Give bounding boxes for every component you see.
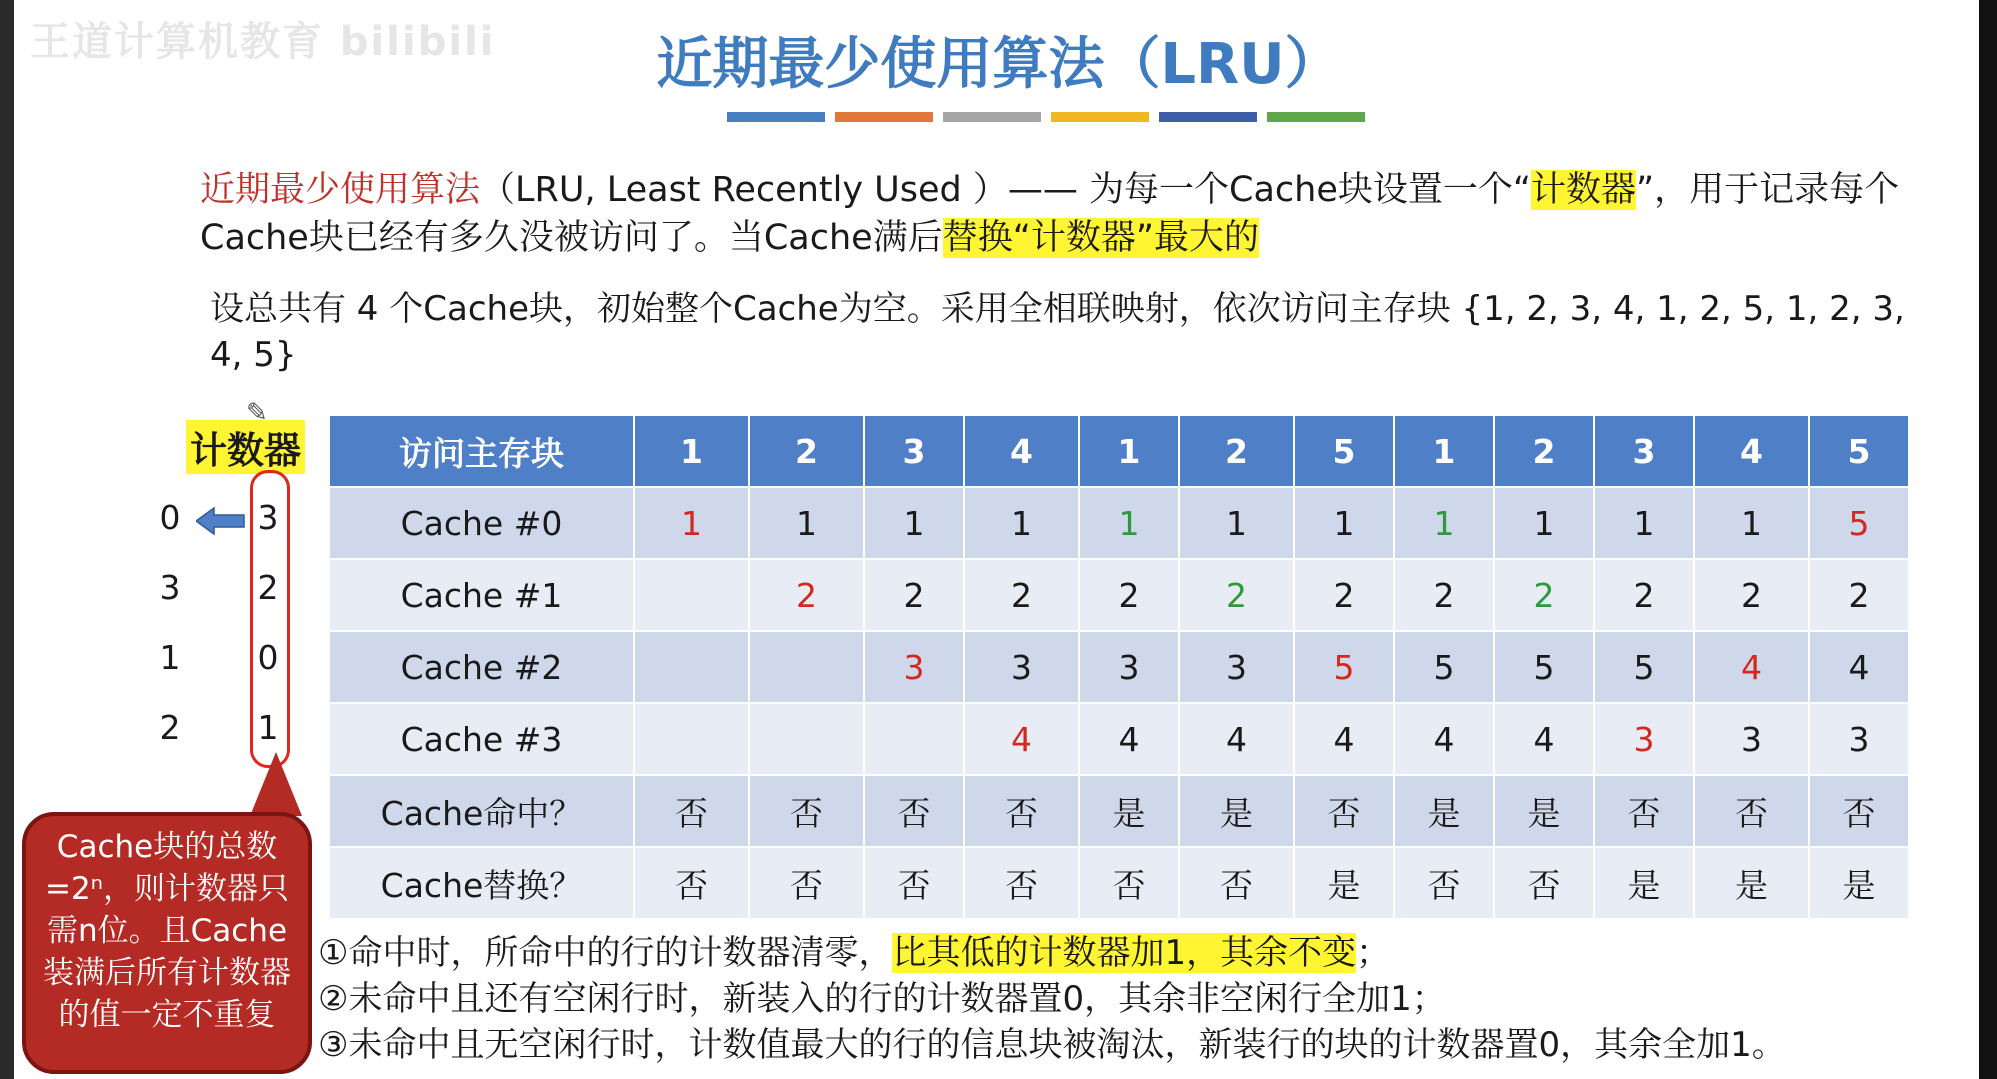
table-cell: 1 xyxy=(1594,487,1694,559)
rule-1 xyxy=(318,930,1786,976)
left-window-edge xyxy=(0,0,14,1079)
table-cell: 4 xyxy=(1809,631,1909,703)
table-cell: 是 xyxy=(1179,775,1294,847)
table-cell: 4 xyxy=(1079,703,1179,775)
row-label: Cache #3 xyxy=(329,703,634,775)
access-block-0: 1 xyxy=(634,415,749,487)
counter-value-1: 2 xyxy=(257,568,279,607)
table-cell: 4 xyxy=(964,703,1079,775)
table-cell: 是 xyxy=(1394,775,1494,847)
row-label: Cache命中？ xyxy=(329,775,634,847)
table-cell: 4 xyxy=(1179,703,1294,775)
table-cell: 3 xyxy=(1079,631,1179,703)
table-cell: 2 xyxy=(1594,559,1694,631)
term-lru: 近期最少使用算法 xyxy=(200,170,481,210)
table-cell: 2 xyxy=(749,559,864,631)
title-color-bars xyxy=(727,112,1365,122)
replace-highlight: 替换“计数器”最大的 xyxy=(942,218,1259,258)
counter-value-0: 3 xyxy=(257,498,279,537)
table-cell: 1 xyxy=(1494,487,1594,559)
table-cell: 1 xyxy=(1179,487,1294,559)
table-cell: 2 xyxy=(1809,559,1909,631)
table-cell: 5 xyxy=(1809,487,1909,559)
counter-value-2: 0 xyxy=(257,638,279,677)
table-cell: 否 xyxy=(1179,847,1294,919)
table-cell: 否 xyxy=(1294,775,1394,847)
intro-part3: ”，用于记录每个Cache块已经有多久没被访问了。当Cache满后 xyxy=(200,170,1900,258)
table-cell: 5 xyxy=(1394,631,1494,703)
table-cell: 3 xyxy=(1594,703,1694,775)
counter-index-3: 2 xyxy=(159,708,181,747)
access-block-3: 4 xyxy=(964,415,1079,487)
header-label: 访问主存块 xyxy=(329,415,634,487)
table-cell: 是 xyxy=(1809,847,1909,919)
table-cell: 3 xyxy=(1694,703,1809,775)
table-cell: 2 xyxy=(1494,559,1594,631)
table-cell: 5 xyxy=(1294,631,1394,703)
counter-index-1: 3 xyxy=(159,568,181,607)
table-cell: 5 xyxy=(1494,631,1594,703)
pen-cursor-icon: ✎ xyxy=(246,398,268,428)
table-cell: 1 xyxy=(1694,487,1809,559)
table-cell: 1 xyxy=(749,487,864,559)
table-cell: 1 xyxy=(964,487,1079,559)
counter-highlight: 计数器 xyxy=(1531,170,1637,210)
access-block-8: 2 xyxy=(1494,415,1594,487)
table-cell: 3 xyxy=(1809,703,1909,775)
table-header-row xyxy=(329,415,1909,487)
table-cell: 3 xyxy=(1179,631,1294,703)
table-cell: 否 xyxy=(1494,847,1594,919)
table-cell: 4 xyxy=(1394,703,1494,775)
table-cell xyxy=(634,703,749,775)
table-cell: 是 xyxy=(1594,847,1694,919)
rules-block xyxy=(318,930,1786,1068)
table-cell: 否 xyxy=(1594,775,1694,847)
table-cell: 1 xyxy=(864,487,964,559)
table-cell: 1 xyxy=(1294,487,1394,559)
table-cell: 是 xyxy=(1494,775,1594,847)
lru-table xyxy=(328,414,1910,920)
counter-index-0: 0 xyxy=(159,498,181,537)
table-cell: 否 xyxy=(864,775,964,847)
title-bar-1 xyxy=(835,112,933,122)
question-text: 设总共有 4 个Cache块，初始整个Cache为空。采用全相联映射，依次访问主存块 {1, 2, 3, 4, 1, 2, 5, 1, 2, 3, 4, 5} xyxy=(210,289,1905,375)
table-cell: 2 xyxy=(1694,559,1809,631)
title-bar-0 xyxy=(727,112,825,122)
access-block-11: 5 xyxy=(1809,415,1909,487)
rule-3: ③未命中且无空闲行时，计数值最大的行的信息块被淘汰，新装行的块的计数器置0，其余全加1。 xyxy=(318,1025,1786,1065)
table-cell: 否 xyxy=(1694,775,1809,847)
table-cell: 2 xyxy=(864,559,964,631)
access-block-1: 2 xyxy=(749,415,864,487)
table-cell: 2 xyxy=(1294,559,1394,631)
access-block-5: 2 xyxy=(1179,415,1294,487)
access-block-2: 3 xyxy=(864,415,964,487)
table-cell: 3 xyxy=(864,631,964,703)
counter-bracket-annotation xyxy=(250,470,290,768)
table-cell: 否 xyxy=(864,847,964,919)
slide-title: 近期最少使用算法（LRU） xyxy=(656,32,1341,97)
callout-tail xyxy=(250,752,302,816)
right-window-edge xyxy=(1979,0,1997,1079)
counter-value-3: 1 xyxy=(257,708,279,747)
table-cell: 2 xyxy=(1079,559,1179,631)
title-bar-2 xyxy=(943,112,1041,122)
table-cell xyxy=(749,631,864,703)
table-cell: 否 xyxy=(634,847,749,919)
table-cell: 否 xyxy=(634,775,749,847)
intro-part2: （LRU, Least Recently Used ）—— 为每一个Cache块设置一个“ xyxy=(480,170,1532,210)
table-cell: 否 xyxy=(964,847,1079,919)
table-cell: 1 xyxy=(1394,487,1494,559)
left-arrow-icon xyxy=(196,506,246,536)
table-cell: 是 xyxy=(1079,775,1179,847)
title-bar-4 xyxy=(1159,112,1257,122)
callout-note: Cache块的总数=2ⁿ，则计数器只需n位。且Cache装满后所有计数器的值一定不重复 xyxy=(22,812,312,1074)
table-cell: 1 xyxy=(634,487,749,559)
counter-index-2: 1 xyxy=(159,638,181,677)
table-cell: 2 xyxy=(964,559,1079,631)
table-row xyxy=(329,703,1909,775)
title-bar-3 xyxy=(1051,112,1149,122)
table-cell: 4 xyxy=(1694,631,1809,703)
table-cell: 1 xyxy=(1079,487,1179,559)
table-cell: 否 xyxy=(1394,847,1494,919)
table-cell xyxy=(634,631,749,703)
table-row xyxy=(329,631,1909,703)
row-label: Cache #2 xyxy=(329,631,634,703)
table-cell: 否 xyxy=(964,775,1079,847)
table-cell xyxy=(749,703,864,775)
title-bar-5 xyxy=(1267,112,1365,122)
rule-1-highlight: 比其低的计数器加1，其余不变 xyxy=(892,933,1357,973)
table-cell xyxy=(634,559,749,631)
intro-paragraph xyxy=(200,166,1940,262)
access-block-7: 1 xyxy=(1394,415,1494,487)
table-cell xyxy=(864,703,964,775)
counter-label: 计数器 xyxy=(186,420,305,474)
table-cell: 3 xyxy=(964,631,1079,703)
row-label: Cache #1 xyxy=(329,559,634,631)
table-cell: 4 xyxy=(1294,703,1394,775)
access-block-10: 4 xyxy=(1694,415,1809,487)
access-block-9: 3 xyxy=(1594,415,1694,487)
row-label: Cache替换？ xyxy=(329,847,634,919)
table-cell: 2 xyxy=(1394,559,1494,631)
table-row xyxy=(329,487,1909,559)
table-cell: 是 xyxy=(1294,847,1394,919)
rule-1-a: ①命中时，所命中的行的计数器清零， xyxy=(318,933,893,973)
table-cell: 2 xyxy=(1179,559,1294,631)
table-cell: 4 xyxy=(1494,703,1594,775)
watermark: 王道计算机教育 bilibili xyxy=(30,19,496,65)
table-cell: 5 xyxy=(1594,631,1694,703)
table-row xyxy=(329,775,1909,847)
table-cell: 否 xyxy=(1809,775,1909,847)
access-block-4: 1 xyxy=(1079,415,1179,487)
table-cell: 是 xyxy=(1694,847,1809,919)
rule-1-end: ； xyxy=(1356,933,1391,973)
table-cell: 否 xyxy=(749,847,864,919)
row-label: Cache #0 xyxy=(329,487,634,559)
table-row xyxy=(329,559,1909,631)
table-cell: 否 xyxy=(1079,847,1179,919)
access-block-6: 5 xyxy=(1294,415,1394,487)
rule-2: ②未命中且还有空闲行时，新装入的行的计数器置0，其余非空闲行全加1； xyxy=(318,979,1446,1019)
table-cell: 否 xyxy=(749,775,864,847)
table-row xyxy=(329,847,1909,919)
